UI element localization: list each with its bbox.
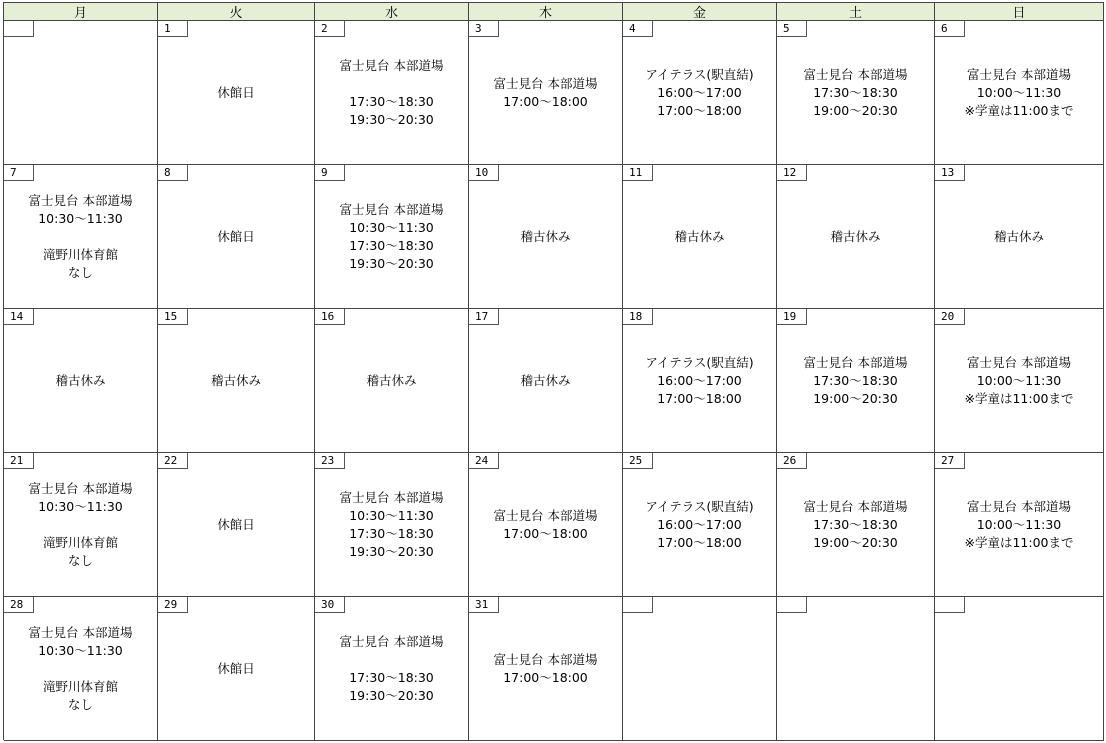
schedule-text (469, 597, 622, 740)
schedule-text (777, 309, 934, 452)
day-cell-sun (935, 309, 1104, 453)
week-row (4, 165, 1104, 309)
day-cell-wed (315, 165, 469, 309)
schedule-line: 富士見台 本部道場 (339, 57, 444, 73)
schedule-line: 19:30～20:30 (349, 111, 434, 127)
calendar-grid (3, 2, 1104, 740)
schedule-line: 富士見台 本部道場 (28, 480, 133, 496)
schedule-line: 19:30～20:30 (349, 687, 434, 703)
day-cell-tue (158, 21, 315, 165)
schedule-line: 17:00～18:00 (657, 102, 742, 118)
day-cell-sun (935, 165, 1104, 309)
weekday-header-fri: 金 (623, 3, 777, 21)
schedule-text (158, 165, 314, 308)
date-number: 17 (469, 309, 499, 325)
day-cell-tue (158, 165, 315, 309)
schedule-text (158, 309, 314, 452)
day-cell-sat (777, 309, 935, 453)
schedule-line: 10:00～11:30 (976, 516, 1062, 532)
schedule-text (4, 165, 157, 308)
schedule-line: 富士見台 本部道場 (803, 498, 908, 514)
date-number: 31 (469, 597, 499, 613)
date-number: 15 (158, 309, 188, 325)
weekday-header-row (4, 3, 1104, 21)
schedule-line: 17:30～18:30 (349, 237, 434, 253)
schedule-line: 滝野川体育館 (42, 534, 118, 550)
schedule-text (315, 309, 468, 452)
date-number: 13 (935, 165, 965, 181)
day-cell-mon (4, 453, 158, 597)
day-cell-thu (469, 453, 623, 597)
day-cell-sat (777, 453, 935, 597)
schedule-text (469, 453, 622, 596)
day-cell-fri (623, 453, 777, 597)
day-cell-mon (4, 309, 158, 453)
schedule-line: 10:00～11:30 (976, 372, 1062, 388)
schedule-line: 17:00～18:00 (503, 525, 588, 541)
schedule-line: 富士見台 本部道場 (493, 75, 598, 91)
day-cell-sun (935, 453, 1104, 597)
schedule-line: 稽古休み (210, 372, 261, 388)
date-number: 22 (158, 453, 188, 469)
schedule-line: アイテラス(駅直結) (645, 498, 754, 514)
schedule-text (469, 165, 622, 308)
schedule-line: 富士見台 本部道場 (967, 354, 1071, 370)
day-cell-tue (158, 309, 315, 453)
day-cell-fri (623, 21, 777, 165)
schedule-line: 富士見台 本部道場 (339, 489, 444, 505)
schedule-line: 10:30～11:30 (349, 507, 434, 523)
week-row (4, 453, 1104, 597)
schedule-text (623, 165, 776, 308)
date-number: 16 (315, 309, 345, 325)
day-cell-sun (935, 21, 1104, 165)
date-number: 29 (158, 597, 188, 613)
date-number: 7 (4, 165, 34, 181)
schedule-text (623, 597, 776, 740)
date-number: 18 (623, 309, 653, 325)
schedule-line: 稽古休み (520, 228, 571, 244)
schedule-line: 17:30～18:30 (813, 516, 898, 532)
schedule-line: 富士見台 本部道場 (967, 66, 1071, 82)
schedule-line: 富士見台 本部道場 (493, 507, 598, 523)
schedule-line: 17:30～18:30 (349, 669, 434, 685)
schedule-line: 10:00～11:30 (976, 84, 1062, 100)
date-number: 12 (777, 165, 807, 181)
schedule-line: 富士見台 本部道場 (339, 633, 444, 649)
schedule-text (777, 21, 934, 164)
schedule-line: 稽古休み (55, 372, 106, 388)
schedule-text (469, 21, 622, 164)
schedule-line: 19:00～20:30 (813, 534, 898, 550)
schedule-text (623, 21, 776, 164)
schedule-line: 滝野川体育館 (42, 246, 118, 262)
schedule-text (935, 309, 1103, 452)
date-number: 8 (158, 165, 188, 181)
date-number: 3 (469, 21, 499, 37)
schedule-text (777, 453, 934, 596)
schedule-line: なし (67, 552, 93, 568)
date-number: 28 (4, 597, 34, 613)
schedule-text (315, 165, 468, 308)
week-row (4, 597, 1104, 741)
weekday-header-mon: 月 (4, 3, 158, 21)
schedule-line: ※学童は11:00まで (964, 534, 1074, 550)
schedule-text (158, 21, 314, 164)
date-number: 10 (469, 165, 499, 181)
day-cell-sat (777, 597, 935, 741)
date-number: 2 (315, 21, 345, 37)
week-row (4, 21, 1104, 165)
schedule-line: 17:30～18:30 (349, 93, 434, 109)
schedule-line: アイテラス(駅直結) (645, 66, 754, 82)
day-cell-fri (623, 309, 777, 453)
schedule-line: 10:30～11:30 (38, 642, 123, 658)
schedule-text (315, 597, 468, 740)
day-cell-mon (4, 21, 158, 165)
schedule-text (4, 309, 157, 452)
schedule-line: 17:30～18:30 (813, 84, 898, 100)
date-number: 24 (469, 453, 499, 469)
day-cell-thu (469, 21, 623, 165)
schedule-line: 16:00～17:00 (657, 516, 742, 532)
schedule-line: 富士見台 本部道場 (493, 651, 598, 667)
schedule-line: 滝野川体育館 (42, 678, 118, 694)
weekday-header-wed: 水 (315, 3, 469, 21)
schedule-line: 10:30～11:30 (38, 498, 123, 514)
date-number: 20 (935, 309, 965, 325)
schedule-line: 富士見台 本部道場 (339, 201, 444, 217)
date-number: 11 (623, 165, 653, 181)
day-cell-wed (315, 453, 469, 597)
day-cell-tue (158, 453, 315, 597)
schedule-line: 17:00～18:00 (657, 390, 742, 406)
day-cell-tue (158, 597, 315, 741)
schedule-line: 17:30～18:30 (349, 525, 434, 541)
date-number: 25 (623, 453, 653, 469)
schedule-line: 10:30～11:30 (349, 219, 434, 235)
schedule-text (777, 165, 934, 308)
schedule-line: 17:00～18:00 (657, 534, 742, 550)
date-number: 19 (777, 309, 807, 325)
schedule-line: 19:00～20:30 (813, 390, 898, 406)
weekday-header-thu: 木 (469, 3, 623, 21)
weekday-header-tue: 火 (158, 3, 315, 21)
day-cell-sat (777, 21, 935, 165)
schedule-text (935, 21, 1103, 164)
day-cell-fri (623, 165, 777, 309)
schedule-text (469, 309, 622, 452)
schedule-text (4, 597, 157, 740)
date-number: 6 (935, 21, 965, 37)
schedule-text (623, 309, 776, 452)
schedule-text (4, 21, 157, 164)
schedule-text (777, 597, 934, 740)
date-number: 30 (315, 597, 345, 613)
schedule-text (315, 453, 468, 596)
schedule-line: 19:30～20:30 (349, 255, 434, 271)
schedule-line: 休館日 (217, 660, 255, 676)
schedule-text (935, 597, 1103, 740)
schedule-line: 17:00～18:00 (503, 669, 588, 685)
schedule-line: 富士見台 本部道場 (28, 624, 133, 640)
schedule-line: 稽古休み (520, 372, 571, 388)
schedule-text (158, 453, 314, 596)
schedule-line: 休館日 (217, 84, 255, 100)
day-cell-fri (623, 597, 777, 741)
day-cell-thu (469, 597, 623, 741)
date-number: 1 (158, 21, 188, 37)
date-number: 9 (315, 165, 345, 181)
schedule-line: 16:00～17:00 (657, 84, 742, 100)
date-number: 26 (777, 453, 807, 469)
schedule-line: 10:30～11:30 (38, 210, 123, 226)
schedule-line: 富士見台 本部道場 (803, 66, 908, 82)
schedule-text (4, 453, 157, 596)
weekday-header-sat: 土 (777, 3, 935, 21)
date-number: 23 (315, 453, 345, 469)
weekday-header-sun: 日 (935, 3, 1104, 21)
day-cell-mon (4, 165, 158, 309)
day-cell-wed (315, 597, 469, 741)
schedule-line: 稽古休み (830, 228, 881, 244)
schedule-line: 19:30～20:30 (349, 543, 434, 559)
week-row (4, 309, 1104, 453)
day-cell-thu (469, 309, 623, 453)
schedule-text (935, 453, 1103, 596)
day-cell-mon (4, 597, 158, 741)
schedule-line: 16:00～17:00 (657, 372, 742, 388)
schedule-text (623, 453, 776, 596)
date-number: 14 (4, 309, 34, 325)
schedule-line: ※学童は11:00まで (964, 390, 1074, 406)
day-cell-wed (315, 21, 469, 165)
day-cell-sat (777, 165, 935, 309)
schedule-line: 富士見台 本部道場 (967, 498, 1071, 514)
day-cell-wed (315, 309, 469, 453)
schedule-text (315, 21, 468, 164)
schedule-line: 17:00～18:00 (503, 93, 588, 109)
date-number: 21 (4, 453, 34, 469)
schedule-line: なし (67, 696, 93, 712)
schedule-line: 富士見台 本部道場 (803, 354, 908, 370)
schedule-line: 稽古休み (993, 228, 1044, 244)
schedule-line: 稽古休み (366, 372, 417, 388)
schedule-line: 19:00～20:30 (813, 102, 898, 118)
date-number: 4 (623, 21, 653, 37)
day-cell-sun (935, 597, 1104, 741)
schedule-line: 休館日 (217, 228, 255, 244)
schedule-line: 休館日 (217, 516, 255, 532)
schedule-text (158, 597, 314, 740)
day-cell-thu (469, 165, 623, 309)
date-number: 27 (935, 453, 965, 469)
date-number: 5 (777, 21, 807, 37)
schedule-line: 富士見台 本部道場 (28, 192, 133, 208)
schedule-line: 17:30～18:30 (813, 372, 898, 388)
calendar-weeks (4, 21, 1104, 741)
schedule-line: アイテラス(駅直結) (645, 354, 754, 370)
schedule-text (935, 165, 1103, 308)
schedule-line: 稽古休み (674, 228, 725, 244)
schedule-line: ※学童は11:00まで (964, 102, 1074, 118)
schedule-line: なし (67, 264, 93, 280)
